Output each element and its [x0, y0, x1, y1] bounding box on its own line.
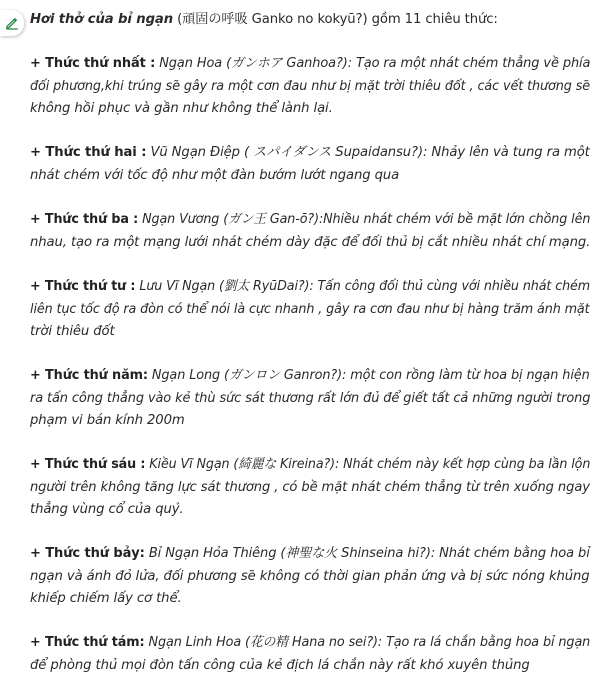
form-text: nhau, tạo ra một mạng lưới nhát chém dày đặc để đối thủ bị cắt nhiều nhát chí mạng.: [30, 234, 591, 250]
form-label: + Thức thứ hai :: [30, 145, 147, 160]
form-text: khiếp chiếm lấy cơ thể.: [30, 591, 182, 606]
form-4: [30, 276, 590, 344]
form-5: [30, 365, 590, 433]
form-text: nhát chém với tốc độ như một đàn bướm lướt ngang qua: [30, 167, 400, 183]
form-line: [30, 543, 590, 566]
form-label: + Thức thứ ba :: [30, 212, 139, 227]
form-text: ra tấn công thẳng vào kẻ thù sức sát thương rất lớn đủ để giết tất cả những người trong: [30, 390, 591, 406]
form-text: phạm vi bán kính 200m: [30, 413, 185, 428]
form-text: liên tục tốc độ ra đòn có thể nói là cực nhanh , gây ra cơn đau như bị hàng trăm ánh mặt: [30, 301, 590, 317]
form-text: Ngạn Long (ガンロン Ganron?): một con rồng làm từ hoa bị ngạn hiện: [147, 368, 590, 383]
form-7: [30, 543, 590, 611]
form-text: Lưu Vĩ Ngạn (劉太 RyūDai?): Tấn công đối thủ cùng với nhiều nhát chém: [135, 279, 591, 294]
article-content: [30, 9, 591, 673]
form-text: Ngạn Hoa (ガンホア Ganhoa?): Tạo ra một nhát chém thẳng về phía: [155, 56, 591, 71]
form-2: [30, 142, 590, 187]
breathing-name: Hơi thở của bỉ ngạn: [30, 12, 174, 27]
form-text: Ngạn Vương (ガン王 Gan-ō?):Nhiều nhát chém với bề mặt lớn chồng lên: [138, 212, 591, 227]
form-label: + Thức thứ tư :: [30, 279, 136, 294]
form-text: người trên không tăng lực sát thương , có bề mặt nhát chém thẳng từ trên xuống ngay: [30, 479, 590, 495]
form-label: + Thức thứ năm:: [30, 368, 148, 383]
form-text: đối phương,khi trúng sẽ gây ra một cơn đau như bị mặt trời thiêu đốt , các vết thương sẽ: [30, 78, 591, 94]
form-3: [30, 209, 590, 254]
form-label: + Thức thứ nhất :: [30, 56, 156, 71]
form-text: trời thiêu đốt: [30, 324, 115, 339]
form-6: [30, 454, 590, 522]
form-label: + Thức thứ sáu :: [30, 457, 146, 472]
form-line: [30, 365, 590, 388]
form-label: + Thức thứ tám:: [30, 635, 145, 650]
form-label: + Thức thứ bảy:: [30, 546, 145, 561]
form-line: [30, 276, 591, 299]
edit-pencil-button[interactable]: [0, 10, 24, 36]
form-text: Kiều Vĩ Ngạn (綺麗な Kireina?): Nhát chém này kết hợp cùng ba lần lộn: [145, 457, 591, 472]
form-text: ngạn và ánh đỏ lửa, đối phương sẽ không có thời gian phản ứng và bị sức nóng khủng: [30, 568, 590, 584]
intro-rest: gồm 11 chiêu thức:: [371, 12, 498, 27]
form-text: thẳng vùng cổ của quỷ.: [30, 502, 184, 517]
intro-paragraph: [30, 9, 590, 31]
form-text: để phòng thủ mọi đòn tấn công của kẻ địch lá chắn này rất khó xuyên thủng: [30, 657, 530, 673]
form-line: [30, 142, 589, 165]
form-text: Bỉ Ngạn Hỏa Thiêng (神聖な火 Shinseina hi?): Nhát chém bằng hoa bỉ: [144, 546, 590, 561]
form-text: Ngạn Linh Hoa (花の精 Hana no sei?): Tạo ra lá chắn bằng hoa bỉ ngạn: [144, 635, 591, 650]
form-text: không hồi phục và gần như không thể lành lại.: [30, 101, 333, 116]
form-line: [30, 209, 591, 232]
pencil-icon: [5, 16, 19, 30]
form-1: [30, 53, 590, 121]
form-line: [30, 454, 591, 477]
form-text: Vũ Ngạn Điệp ( スパイダンス Supaidansu?): Nhảy lên và tung ra một: [146, 145, 590, 160]
form-line: [30, 632, 591, 655]
breathing-japanese: (頑固の呼吸 Ganko no kokyū?): [177, 12, 368, 27]
form-line: [30, 53, 591, 76]
form-8: [30, 632, 590, 677]
